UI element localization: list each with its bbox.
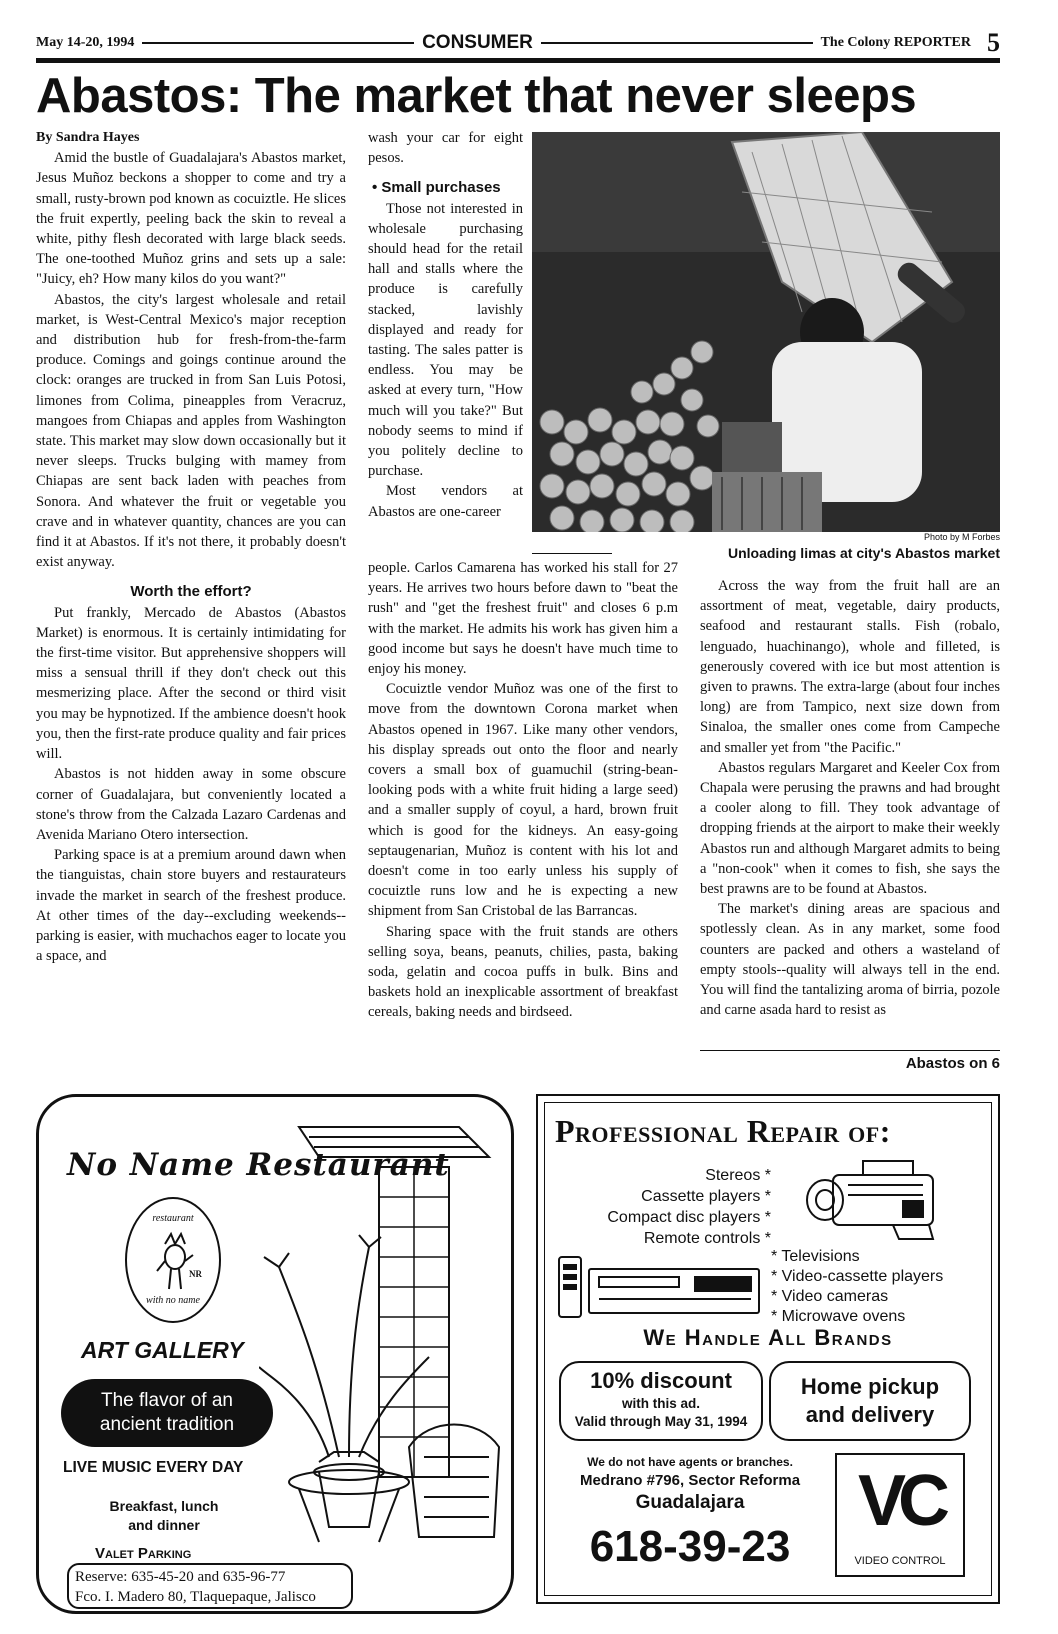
vc-logo-mark: VC [857,1461,943,1541]
photo-credit: Photo by M Forbes [923,532,1000,542]
pickup-line-2: and delivery [805,1402,935,1427]
discount-box [559,1361,763,1441]
repair-list-1 [575,1165,771,1249]
subhead-text: Small purchases [381,179,501,197]
with-ad-text: with this ad. [621,1396,700,1411]
article-column-2-lower [368,558,678,1093]
valet-parking-label: Valet Parking [95,1545,192,1562]
repair-item: * Microwave ovens [771,1308,906,1325]
header-thick-rule [36,58,1000,63]
repair-ad [536,1094,1000,1604]
chef-icon [127,1199,223,1325]
logo-bottom-text: with no name [146,1295,200,1306]
video-control-logo [835,1453,965,1577]
caption-rule [532,553,612,554]
byline: By Sandra Hayes [36,130,140,145]
repair-item: * Video cameras [771,1288,889,1305]
jump-rule [700,1050,1000,1051]
vc-logo-label: VIDEO CONTROL [854,1555,946,1567]
page-number: 5 [987,28,1000,57]
restaurant-ad [36,1094,514,1614]
page-header [36,28,1000,58]
paragraph: Sharing space with the fruit stands are others selling soya, beans, peanuts, chilies, pasta, baking soda, gelatin and cocoa puffs in bulk. Bins and baskets hold an inexplicable assortment of breakfast cereals, baking needs and birdseed. [368,923,678,1021]
meals-label [89,1497,239,1535]
slogan-line-2: ancient tradition [99,1414,235,1435]
paragraph: wash your car for eight pesos. [368,130,523,167]
subhead-worth-the-effort: Worth the effort? [130,583,252,601]
reservation-box [67,1563,353,1609]
paragraph: Put frankly, Mercado de Abastos (Abastos Market) is enormous. It is certainly intimidating for the first-time visitor. But apprehensive shoppers will miss a sensual thrill if they don't check out this mesmerizing place. After the second or third visit you may be hypnotized. If the ambience doesn't hook you, then the first-rate produce quality and fair prices will. [36,604,346,763]
meals-line-1: Breakfast, lunch [109,1498,219,1514]
issue-date: May 14-20, 1994 [36,35,135,50]
header-rule [142,42,414,44]
repair-ad-title: Professional Repair of: [555,1113,891,1149]
contact-block [559,1453,821,1515]
pickup-box [769,1361,971,1441]
repair-list-2 [771,1247,991,1327]
paper-name: The Colony REPORTER [820,35,971,50]
paragraph: Those not interested in wholesale purchasing should head for the retail hall and stalls where the produce is carefully stacked, lavishly displayed and ready for tasting. The sales patter is endless. You may be asked at every turn, "How much will you take?" But nobody seems to mind if you politely decline to purchase. [368,200,523,480]
vcr-remote-icon [555,1253,765,1321]
paragraph: Abastos, the city's largest wholesale and retail market, is West-Central Mexico's major reception and distribution hub for fresh-from-the-farm produce. Comings and goings continue around the clock: oranges are trucked in from San Luis Potosi, limones from Colima, pineapples from Veracruz, mangoes from Chiapas and apples from Washington state. This market may slow down occasionally but it never sleeps. Trucks bulging with mamey from Chiapas are sent back laden with peaches from Sonora. And whatever the fruit or vegetable you crave and in whatever quantity, chances are you can find it at Abastos. If it's not there, it probably doesn't exist anyway. [36,291,346,571]
repair-item: * Video-cassette players [771,1268,944,1285]
paragraph: Cocuiztle vendor Muñoz was one of the first to move from the downtown Corona market when Abastos opened in 1967. Like many other vendors, his display spreads out onto the floor and nearly covers a small box of guamuchil (string-bean-looking pods with a white fruit hiding a large seed) and a smaller supply of coyul, a hard, brown fruit which is good for the kidneys. An easy-going septaugenarian, Muñoz is content with his lot and doesn't come in too early unless his supply of cocuiztle runs low and he is expecting a new shipment from San Cristobal de las Barrancas. [368,681,678,920]
subhead-small-purchases: • Small purchases [372,179,501,197]
paragraph: Across the way from the fruit hall are an assortment of meat, vegetable, dairy products, seafood and restaurant stalls. Fish (robalo, lenguado, huachinango), whole and filleted, is generously covered with ice but most attention is given to prawns. The extra-large (about four inches long) are from Tampico, next size down from Sinaloa, the smaller ones come from Campeche and smaller yet from "the Pacific." [700,578,1000,756]
meals-line-2: and dinner [128,1517,200,1533]
market-photo [532,132,1000,532]
pickup-line-1: Home pickup [800,1374,940,1399]
repair-item: Compact disc players * [607,1209,771,1226]
section-name: CONSUMER [422,32,533,53]
repair-ad-inner-border [544,1102,992,1596]
article-headline: Abastos: The market that never sleeps [36,69,917,123]
paragraph: Amid the bustle of Guadalajara's Abastos market, Jesus Muñoz beckons a shopper to come and try a small, rusty-brown pod known as cocuiztle. He slices the fruit expertly, peeling back the skin to reveal a white, pithy flesh decorated with large black seeds. The one-toothed Muñoz grins and sets up a sale: "Juicy, eh? How many kilos do you want?" [36,150,346,288]
repair-city: Guadalajara [635,1492,745,1513]
paragraph: Most vendors at Abastos are one-career [368,483,523,520]
repair-item: * Televisions [771,1248,860,1265]
reserve-phones: Reserve: 635-45-20 and 635-96-77 [75,1569,286,1585]
valid-through-text: Valid through May 31, 1994 [574,1414,748,1429]
paragraph: Abastos regulars Margaret and Keeler Cox from Chapala were perusing the prawns and had brought a cooler along to fill. They took advantage of dropping friends at the airport to make their weekly Abastos run and although Margaret admits to being a "non-cook" when it comes to fish, she says the best prawns are to be found at Abastos. [700,759,1000,898]
logo-mark: NR [189,1269,202,1279]
photo-caption: Unloading limas at city's Abastos market [727,545,1000,561]
article-column-3 [700,576,1000,1036]
all-brands-label: We Handle All Brands [643,1325,893,1350]
repair-item: Cassette players * [641,1188,771,1205]
repair-address: Medrano #796, Sector Reforma [579,1472,801,1489]
paragraph: Parking space is at a premium around dawn when the tianguistas, chain store buyers and restaurateurs invade the market in search of the freshest produce. At other times of the day--excluding weekends--parking is easier, with muchachos eager to locate you a space, and [36,847,346,965]
restaurant-address: Fco. I. Madero 80, Tlaquepaque, Jalisco [75,1589,316,1605]
article-column-2-upper [368,128,523,558]
restaurant-logo [125,1197,221,1323]
continued-jump: Abastos on 6 [905,1055,1000,1072]
repair-phone: 618-39-23 [589,1522,791,1571]
no-agents-note: We do not have agents or branches. [587,1455,793,1469]
slogan-pill [61,1379,273,1447]
article-column-1 [36,128,346,1093]
logo-top-text: restaurant [152,1213,194,1224]
repair-item: Stereos * [705,1167,771,1184]
header-rule [541,42,813,44]
repair-item: Remote controls * [643,1230,771,1247]
video-camera-icon [803,1155,953,1241]
photo-illustration [532,132,1000,532]
live-music-label: LIVE MUSIC EVERY DAY [63,1459,244,1476]
paragraph: Abastos is not hidden away in some obscure corner of Guadalajara, but conveniently located a stone's throw from the Calzada Lazaro Cardenas and Avenida Mariano Otero intersection. [36,766,346,843]
art-gallery-label: ART GALLERY [81,1337,244,1363]
paragraph: The market's dining areas are spacious and spotlessly clean. As in any market, some food counters are packed and others a wasteland of empty stools--quality will always tell in the end. You will find the tantalizing aroma of birria, pozole and carne asada hard to resist as [700,901,1000,1019]
discount-text: 10% discount [590,1368,732,1393]
slogan-line-1: The flavor of an [100,1390,234,1411]
restaurant-name: No Name Restaurant [67,1147,450,1183]
paragraph: people. Carlos Camarena has worked his stall for 27 years. He arrives two hours before dawn to "beat the rush" and "get the freshest fruit" and closes 6 p.m with the market. He admits his work has given him a good income but says he doesn't have much time to enjoy his money. [368,560,678,678]
